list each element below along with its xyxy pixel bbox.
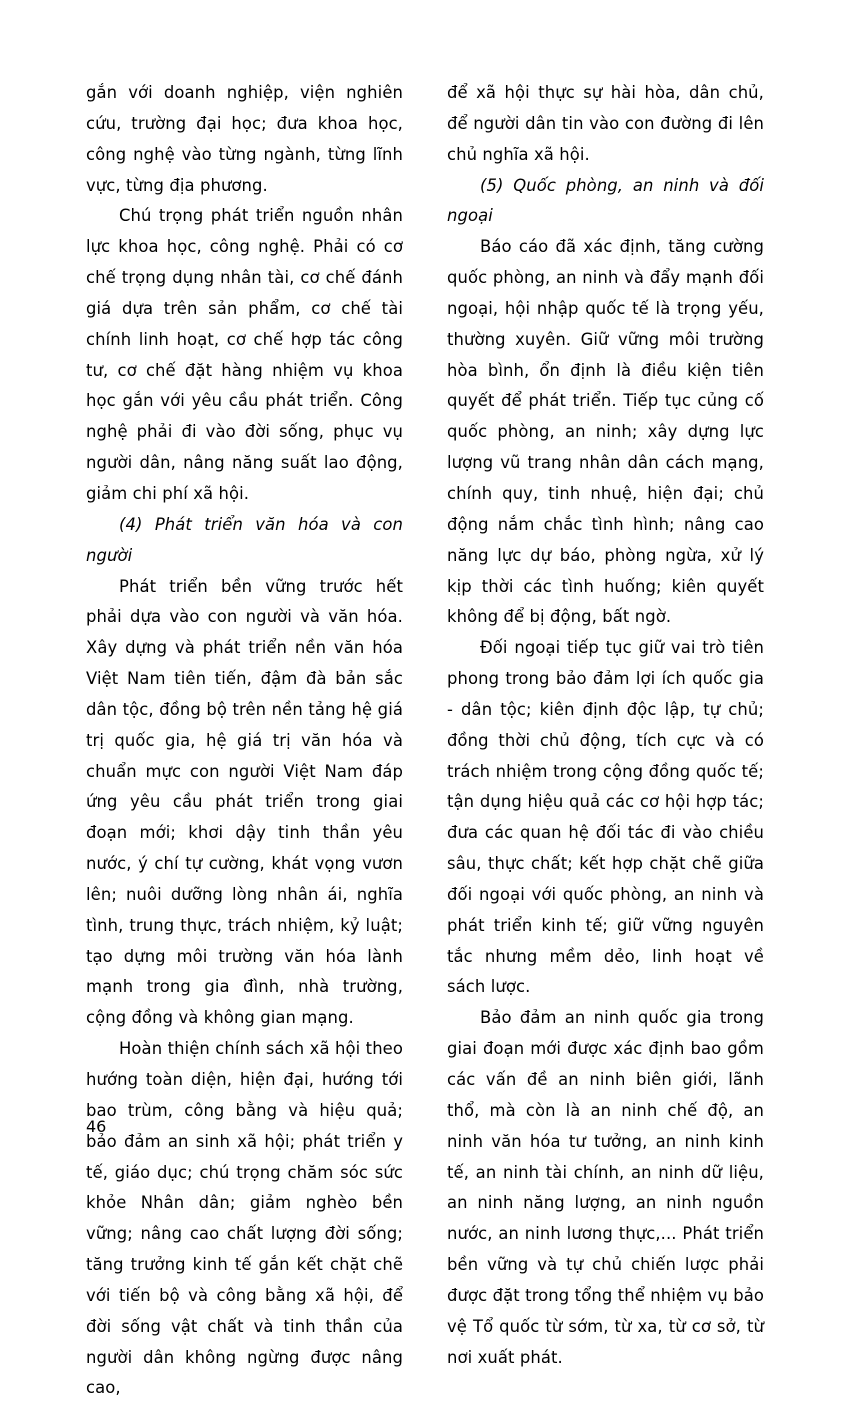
paragraph: để xã hội thực sự hài hòa, dân chủ, để người dân tin vào con đường đi lên chủ nghĩa xã hội. <box>447 83 764 164</box>
section-heading: (5) Quốc phòng, an ninh và đối ngoại <box>447 175 764 226</box>
paragraph: Báo cáo đã xác định, tăng cường quốc phòng, an ninh và đẩy mạnh đối ngoại, hội nhập quốc tế là trọng yếu, thường xuyên. Giữ vững môi trường hòa bình, ổn định là điều kiện tiên quyết để phát triển. Tiếp tục củng cố quốc phòng, an ninh; xây dựng lực lượng vũ trang nhân dân cách mạng, chính quy, tinh nhuệ, hiện đại; chủ động nắm chắc tình hình; nâng cao năng lực dự báo, phòng ngừa, xử lý kịp thời các tình huống; kiên quyết không để bị động, bất ngờ. <box>447 237 764 627</box>
paragraph: Hoàn thiện chính sách xã hội theo hướng toàn diện, hiện đại, hướng tới bao trùm, công bằng và hiệu quả; bảo đảm an sinh xã hội; phát triển y tế, giáo dục; chú trọng chăm sóc sức khỏe Nhân dân; giảm nghèo bền vững; nâng cao chất lượng đời sống; tăng trưởng kinh tế gắn kết chặt chẽ với tiến bộ và công bằng xã hội, để đời sống vật chất và tinh thần của người dân không ngừng được nâng cao, <box>86 1039 403 1398</box>
paragraph: Bảo đảm an ninh quốc gia trong giai đoạn mới được xác định bao gồm các vấn đề an ninh biên giới, lãnh thổ, mà còn là an ninh chế độ, an ninh văn hóa tư tưởng, an ninh kinh tế, an ninh tài chính, an ninh dữ liệu, an ninh năng lượng, an ninh nguồn nước, an ninh lương thực,... Phát triển bền vững và tự chủ chiến lược phải được đặt trong tổng thể nhiệm vụ bảo vệ Tổ quốc từ sớm, từ xa, từ cơ sở, từ nơi xuất phát. <box>447 1008 764 1367</box>
page-number: 46 <box>86 1117 107 1136</box>
two-column-layout <box>86 78 764 1404</box>
left-column <box>86 78 403 1404</box>
paragraph: gắn với doanh nghiệp, viện nghiên cứu, trường đại học; đưa khoa học, công nghệ vào từng ngành, từng lĩnh vực, từng địa phương. <box>86 83 403 195</box>
paragraph: Phát triển bền vững trước hết phải dựa vào con người và văn hóa. Xây dựng và phát triển nền văn hóa Việt Nam tiên tiến, đậm đà bản sắc dân tộc, đồng bộ trên nền tảng hệ giá trị quốc gia, hệ giá trị văn hóa và chuẩn mực con người Việt Nam đáp ứng yêu cầu phát triển trong giai đoạn mới; khơi dậy tinh thần yêu nước, ý chí tự cường, khát vọng vươn lên; nuôi dưỡng lòng nhân ái, nghĩa tình, trung thực, trách nhiệm, kỷ luật; tạo dựng môi trường văn hóa lành mạnh trong gia đình, nhà trường, cộng đồng và không gian mạng. <box>86 576 403 1028</box>
paragraph: Đối ngoại tiếp tục giữ vai trò tiên phong trong bảo đảm lợi ích quốc gia - dân tộc; kiên định độc lập, tự chủ; đồng thời chủ động, tích cực và có trách nhiệm trong cộng đồng quốc tế; tận dụng hiệu quả các cơ hội hợp tác; đưa các quan hệ đối tác đi vào chiều sâu, thực chất; kết hợp chặt chẽ giữa đối ngoại với quốc phòng, an ninh và phát triển kinh tế; giữ vững nguyên tắc nhưng mềm dẻo, linh hoạt về sách lược. <box>447 638 764 997</box>
paragraph: Chú trọng phát triển nguồn nhân lực khoa học, công nghệ. Phải có cơ chế trọng dụng nhân tài, cơ chế đánh giá dựa trên sản phẩm, cơ chế tài chính linh hoạt, cơ chế hợp tác công tư, cơ chế đặt hàng nhiệm vụ khoa học gắn với yêu cầu phát triển. Công nghệ phải đi vào đời sống, phục vụ người dân, nâng năng suất lao động, giảm chi phí xã hội. <box>86 206 403 503</box>
right-column <box>447 78 764 1373</box>
section-heading: (4) Phát triển văn hóa và con người <box>86 514 403 565</box>
